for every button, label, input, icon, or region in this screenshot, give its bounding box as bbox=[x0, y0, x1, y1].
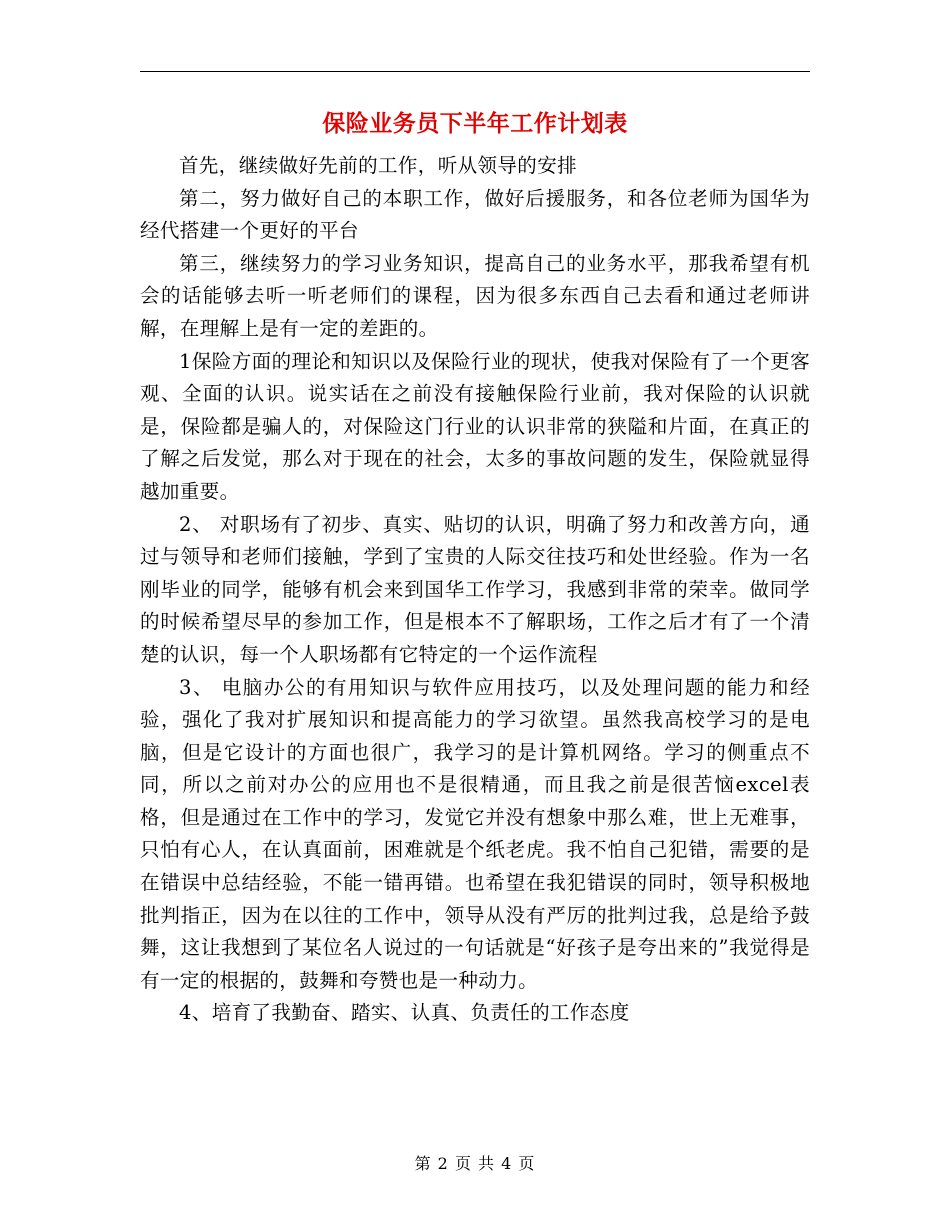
paragraph-2: 第二，努力做好自己的本职工作，做好后援服务，和各位老师为国华为经代搭建一个更好的平台 bbox=[140, 186, 810, 243]
paragraph-3: 第三，继续努力的学习业务知识，提高自己的业务水平，那我希望有机会的话能够去听一听老师们的课程，因为很多东西自己去看和通过老师讲解，在理解上是有一定的差距的。 bbox=[140, 251, 810, 340]
paragraph-5: 2、 对职场有了初步、真实、贴切的认识，明确了努力和改善方向，通过与领导和老师们接触，学到了宝贵的人际交往技巧和处世经验。作为一名刚毕业的同学，能够有机会来到国华工作学习，我感到非常的荣幸。做同学的时候希望尽早的参加工作，但是根本不了解职场，工作之后才有了一个清楚的认识，每一个人职场都有它特定的一个运作流程 bbox=[140, 512, 810, 666]
header-rule bbox=[140, 71, 810, 72]
paragraph-6: 3、 电脑办公的有用知识与软件应用技巧，以及处理问题的能力和经验，强化了我对扩展知识和提高能力的学习欲望。虽然我高校学习的是电脑，但是它设计的方面也很广，我学习的是计算机网络。学习的侧重点不同，所以之前对办公的应用也不是很精通，而且我之前是很苦恼excel表格，但是通过在工作中的学习，发觉它并没有想象中那么难，世上无难事，只怕有心人，在认真面前，困难就是个纸老虎。我不怕自己犯错，需要的是在错误中总结经验，不能一错再错。也希望在我犯错误的同时，领导积极地批判指正，因为在以往的工作中，领导从没有严厉的批判过我，总是给予鼓舞，这让我想到了某位名人说过的一句话就是“好孩子是夸出来的”我觉得是有一定的根据的，鼓舞和夸赞也是一种动力。 bbox=[140, 675, 810, 992]
paragraph-7: 4、培育了我勤奋、踏实、认真、负责任的工作态度 bbox=[179, 1001, 630, 1025]
paragraph-4: 1保险方面的理论和知识以及保险行业的现状，使我对保险有了一个更客观、全面的认识。说实话在之前没有接触保险行业前，我对保险的认识就是，保险都是骗人的，对保险这门行业的认识非常的狭隘和片面，在真正的了解之后发觉，那么对于现在的社会，太多的事故问题的发生，保险就显得越加重要。 bbox=[140, 349, 810, 503]
page-number-footer: 第 2 页 共 4 页 bbox=[414, 1154, 536, 1173]
paragraph-1: 首先，继续做好先前的工作，听从领导的安排 bbox=[179, 154, 578, 177]
document-body bbox=[140, 150, 810, 1030]
document-title: 保险业务员下半年工作计划表 bbox=[322, 110, 628, 137]
